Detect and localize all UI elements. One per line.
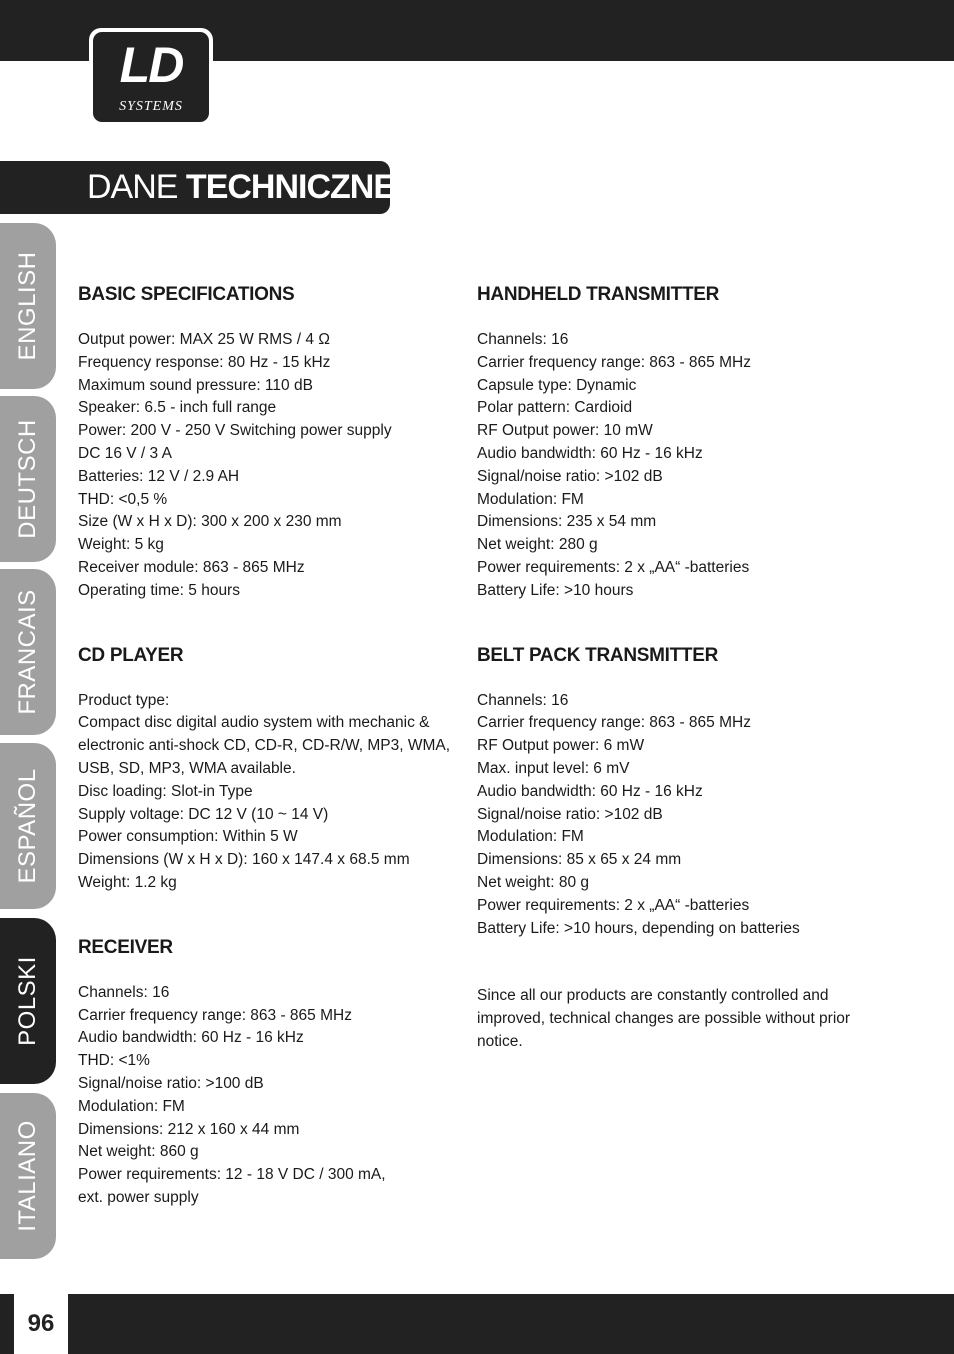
language-tab-english[interactable]: [0, 223, 56, 389]
spec-line: Modulation: FM: [78, 1097, 185, 1115]
cd-player-section: [78, 644, 458, 895]
spec-line: Supply voltage: DC 12 V (10 ~ 14 V): [78, 805, 329, 823]
spec-list: [78, 690, 458, 895]
spec-line: Audio bandwidth: 60 Hz - 16 kHz: [477, 782, 703, 800]
spec-line: Carrier frequency range: 863 - 865 MHz: [477, 714, 751, 732]
spec-line: RF Output power: 6 mW: [477, 737, 645, 755]
section-heading: HANDHELD TRANSMITTER: [477, 284, 720, 305]
spec-line: electronic anti-shock CD, CD-R, CD-R/W, MP3, WMA,: [78, 737, 451, 755]
spec-line: Dimensions: 235 x 54 mm: [477, 513, 657, 531]
spec-line: THD: <1%: [78, 1052, 150, 1070]
language-tab-label: DEUTSCH: [14, 419, 41, 539]
spec-line: Channels: 16: [78, 983, 170, 1001]
spec-line: Audio bandwidth: 60 Hz - 16 kHz: [477, 444, 703, 462]
spec-line: THD: <0,5 %: [78, 490, 168, 508]
language-tab-deutsch[interactable]: [0, 396, 56, 562]
spec-line: Power requirements: 2 x „AA“ -batteries: [477, 896, 750, 914]
spec-list: [78, 329, 458, 603]
logo-subtitle: SYSTEMS: [119, 99, 183, 114]
spec-line: Channels: 16: [477, 331, 569, 348]
spec-line: Size (W x H x D): 300 x 200 x 230 mm: [78, 513, 342, 531]
spec-line: notice.: [477, 1032, 523, 1050]
spec-line: Weight: 5 kg: [78, 536, 164, 554]
basic-specifications-section: [78, 283, 458, 603]
spec-line: Receiver module: 863 - 865 MHz: [78, 558, 305, 576]
spec-line: improved, technical changes are possible without prior: [477, 1010, 851, 1028]
spec-line: Battery Life: >10 hours: [477, 581, 634, 599]
spec-line: USB, SD, MP3, WMA available.: [78, 759, 296, 777]
footer-bar: [0, 1294, 954, 1354]
handheld-transmitter-section: [477, 283, 867, 603]
spec-line: Operating time: 5 hours: [78, 581, 240, 599]
language-tab-label: ENGLISH: [14, 251, 41, 361]
page-title-thin: DANE: [87, 168, 178, 206]
language-tab-label: ITALIANO: [14, 1120, 41, 1232]
notice-section: [477, 985, 867, 1053]
spec-line: Carrier frequency range: 863 - 865 MHz: [477, 353, 751, 371]
spec-line: Power consumption: Within 5 W: [78, 828, 298, 846]
language-tab-italiano[interactable]: [0, 1093, 56, 1259]
logo-mark: LD: [119, 37, 183, 93]
spec-line: Power requirements: 2 x „AA“ -batteries: [477, 558, 750, 576]
section-heading: CD PLAYER: [78, 644, 184, 666]
spec-line: Capsule type: Dynamic: [477, 376, 637, 394]
spec-line: Polar pattern: Cardioid: [477, 399, 633, 417]
spec-line: Signal/noise ratio: >100 dB: [78, 1074, 264, 1092]
notice-text: [477, 985, 867, 1053]
spec-list: [477, 329, 867, 603]
spec-line: Product type:: [78, 691, 170, 709]
spec-line: Modulation: FM: [477, 828, 584, 846]
spec-line: Net weight: 280 g: [477, 536, 598, 554]
language-tab-polski[interactable]: [0, 918, 56, 1084]
spec-line: Weight: 1.2 kg: [78, 873, 177, 891]
spec-line: Frequency response: 80 Hz - 15 kHz: [78, 353, 331, 371]
language-tab-espanol[interactable]: [0, 743, 56, 909]
spec-line: Net weight: 80 g: [477, 873, 590, 891]
language-tab-label: POLSKI: [14, 956, 41, 1046]
spec-line: Since all our products are constantly controlled and: [477, 987, 829, 1005]
spec-line: Modulation: FM: [477, 490, 584, 508]
spec-line: Power: 200 V - 250 V Switching power supply: [78, 422, 392, 440]
spec-line: Maximum sound pressure: 110 dB: [78, 376, 313, 394]
spec-line: RF Output power: 10 mW: [477, 422, 653, 440]
spec-line: Carrier frequency range: 863 - 865 MHz: [78, 1006, 352, 1024]
spec-line: Dimensions: 85 x 65 x 24 mm: [477, 851, 682, 869]
spec-line: Speaker: 6.5 - inch full range: [78, 399, 277, 417]
belt-pack-transmitter-section: [477, 644, 867, 941]
spec-line: Audio bandwidth: 60 Hz - 16 kHz: [78, 1029, 304, 1047]
spec-line: Output power: MAX 25 W RMS / 4 Ω: [78, 331, 330, 348]
right-column: [477, 283, 867, 1054]
spec-line: Battery Life: >10 hours, depending on batteries: [477, 919, 800, 937]
spec-line: Max. input level: 6 mV: [477, 759, 630, 777]
spec-line: Net weight: 860 g: [78, 1143, 199, 1161]
language-tab-label: ESPAÑOL: [14, 768, 41, 884]
spec-line: DC 16 V / 3 A: [78, 444, 172, 462]
spec-line: Signal/noise ratio: >102 dB: [477, 467, 663, 485]
section-title-bar: [0, 161, 406, 214]
page-title-bold: TECHNICZNE:: [185, 168, 406, 206]
section-heading: RECEIVER: [78, 936, 173, 958]
left-column: [78, 283, 458, 1210]
spec-line: Dimensions: 212 x 160 x 44 mm: [78, 1120, 300, 1138]
spec-line: Disc loading: Slot-in Type: [78, 782, 253, 800]
spec-list: [78, 982, 458, 1210]
spec-line: Dimensions (W x H x D): 160 x 147.4 x 68.5 mm: [78, 851, 410, 869]
spec-line: Power requirements: 12 - 18 V DC / 300 mA,: [78, 1166, 386, 1184]
spec-line: Signal/noise ratio: >102 dB: [477, 805, 663, 823]
spec-line: Channels: 16: [477, 691, 569, 709]
spec-line: Compact disc digital audio system with mechanic &: [78, 714, 430, 732]
section-heading: BASIC SPECIFICATIONS: [78, 284, 295, 305]
spec-line: Batteries: 12 V / 2.9 AH: [78, 467, 240, 485]
language-tab-francais[interactable]: [0, 569, 56, 735]
language-tab-label: FRANCAIS: [14, 589, 41, 715]
spec-line: ext. power supply: [78, 1188, 199, 1206]
page-title: [87, 161, 405, 214]
spec-list: [477, 690, 867, 941]
page-number: 96: [14, 1294, 68, 1354]
ld-systems-logo: [89, 28, 213, 126]
receiver-section: [78, 936, 458, 1210]
section-heading: BELT PACK TRANSMITTER: [477, 644, 719, 666]
